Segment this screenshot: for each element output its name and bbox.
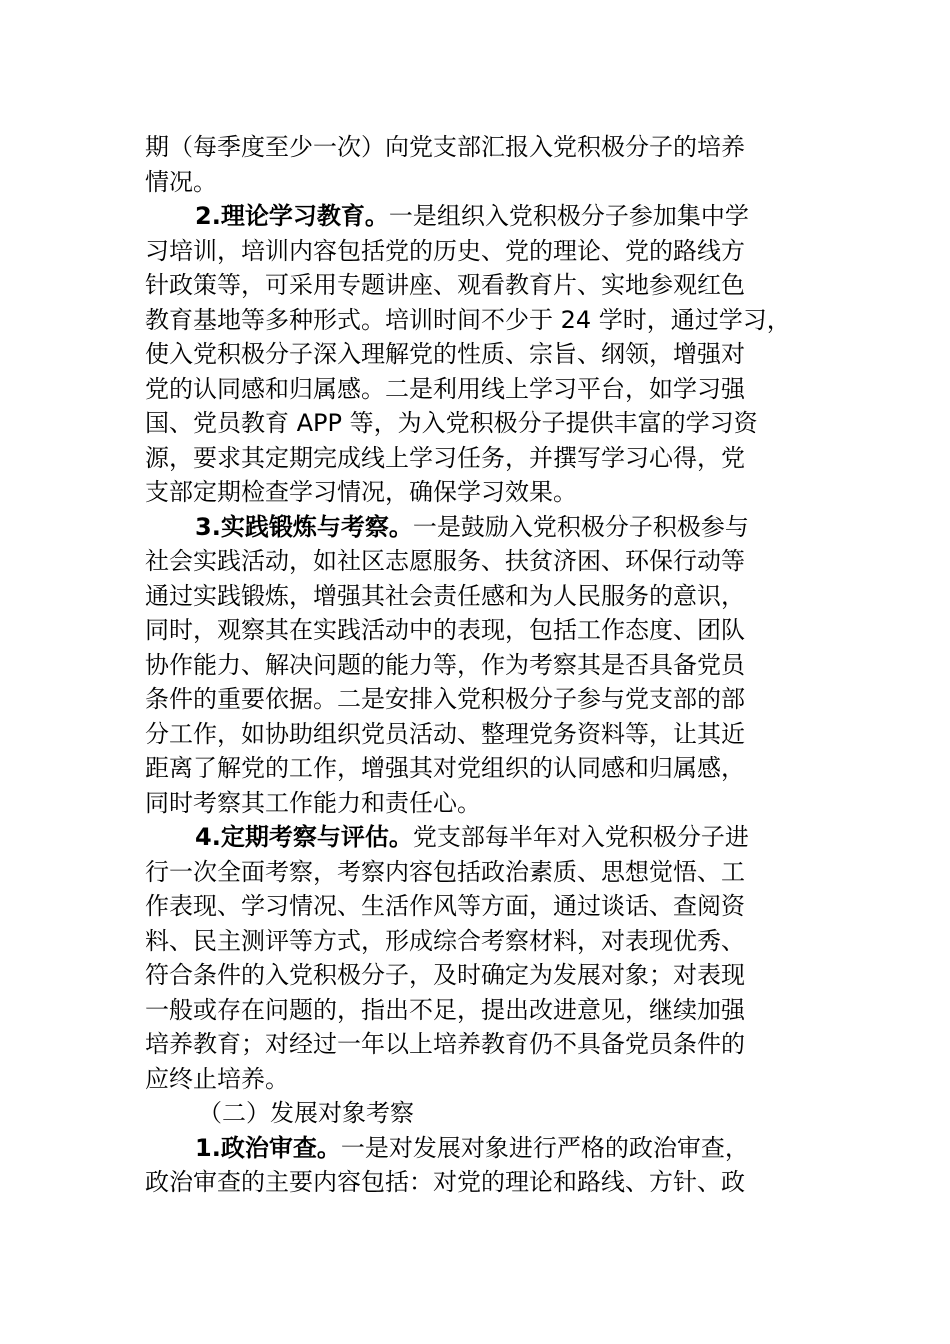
line-text: 期（每季度至少一次）向党支部汇报入党积极分子的培养 <box>145 133 745 161</box>
paragraph-first-line <box>195 510 950 544</box>
line-text: 分工作，如协助组织党员活动、整理党务资料等，让其近 <box>145 720 745 748</box>
line-text: 针政策等，可采用专题讲座、观看教育片、实地参观红色 <box>145 271 745 299</box>
line-text: 一是组织入党积极分子参加集中学 <box>388 202 749 230</box>
line-text: 政治审查的主要内容包括：对党的理论和路线、方针、政 <box>145 1168 745 1196</box>
text-line <box>145 855 950 889</box>
line-text: 使入党积极分子深入理解党的性质、宗旨、纲领，增强对 <box>145 340 745 368</box>
line-text: 国、党员教育 APP 等，为入党积极分子提供丰富的学习资 <box>145 409 758 437</box>
text-line <box>145 1027 950 1061</box>
line-text: 应终止培养。 <box>145 1065 289 1093</box>
line-text: 社会实践活动，如社区志愿服务、扶贫济困、环保行动等 <box>145 547 745 575</box>
text-line <box>145 613 950 647</box>
line-text: 源，要求其定期完成线上学习任务，并撰写学习心得，党 <box>145 444 745 472</box>
text-line <box>198 1096 950 1130</box>
line-text: 情况。 <box>145 168 217 196</box>
text-line <box>145 406 950 440</box>
text-line <box>145 751 950 785</box>
text-line <box>145 165 950 199</box>
line-text: 习培训，培训内容包括党的历史、党的理论、党的路线方 <box>145 237 745 265</box>
line-text: 料、民主测评等方式，形成综合考察材料，对表现优秀、 <box>145 927 745 955</box>
paragraph-first-line <box>195 820 950 854</box>
line-text: 一是对发展对象进行严格的政治审查， <box>340 1134 749 1162</box>
line-text: 作表现、学习情况、生活作风等方面，通过谈话、查阅资 <box>145 892 745 920</box>
line-text: 同时，观察其在实践活动中的表现，包括工作态度、团队 <box>145 616 745 644</box>
line-text: 同时考察其工作能力和责任心。 <box>145 789 481 817</box>
paragraph-first-line <box>195 199 950 233</box>
text-line <box>145 475 950 509</box>
line-text: 党支部每半年对入党积极分子进 <box>412 823 749 851</box>
text-line <box>145 337 950 371</box>
line-text: 条件的重要依据。二是安排入党积极分子参与党支部的部 <box>145 685 745 713</box>
paragraph-heading: 4.定期考察与评估。 <box>195 823 413 851</box>
text-line <box>145 682 950 716</box>
text-line <box>145 130 950 164</box>
text-line <box>145 372 950 406</box>
text-line <box>145 303 950 337</box>
line-text: 协作能力、解决问题的能力等，作为考察其是否具备党员 <box>145 651 745 679</box>
text-line <box>145 579 950 613</box>
text-line <box>145 786 950 820</box>
line-text: 符合条件的入党积极分子，及时确定为发展对象；对表现 <box>145 961 745 989</box>
line-text: 支部定期检查学习情况，确保学习效果。 <box>145 478 577 506</box>
line-text: 培养教育；对经过一年以上培养教育仍不具备党员条件的 <box>145 1030 745 1058</box>
text-line <box>145 958 950 992</box>
paragraph-heading: 3.实践锻炼与考察。 <box>195 513 413 541</box>
line-text: 通过实践锻炼，增强其社会责任感和为人民服务的意识， <box>145 582 745 610</box>
paragraph-first-line <box>195 1131 950 1165</box>
text-line <box>145 993 950 1027</box>
line-text: （二）发展对象考察 <box>198 1099 414 1127</box>
line-text: 一般或存在问题的，指出不足，提出改进意见，继续加强 <box>145 996 745 1024</box>
text-line <box>145 889 950 923</box>
text-line <box>145 268 950 302</box>
text-line <box>145 717 950 751</box>
text-line <box>145 648 950 682</box>
paragraph-heading: 1.政治审查。 <box>195 1134 341 1162</box>
paragraph-heading: 2.理论学习教育。 <box>195 202 389 230</box>
text-line <box>145 544 950 578</box>
text-line <box>145 234 950 268</box>
line-text: 党的认同感和归属感。二是利用线上学习平台，如学习强 <box>145 375 745 403</box>
text-line <box>145 1062 950 1096</box>
text-line <box>145 924 950 958</box>
text-line <box>145 1165 950 1199</box>
line-text: 一是鼓励入党积极分子积极参与 <box>412 513 749 541</box>
line-text: 距离了解党的工作，增强其对党组织的认同感和归属感， <box>145 754 745 782</box>
line-text: 教育基地等多种形式。培训时间不少于 24 学时，通过学习， <box>145 306 791 334</box>
text-line <box>145 441 950 475</box>
line-text: 行一次全面考察，考察内容包括政治素质、思想觉悟、工 <box>145 858 745 886</box>
